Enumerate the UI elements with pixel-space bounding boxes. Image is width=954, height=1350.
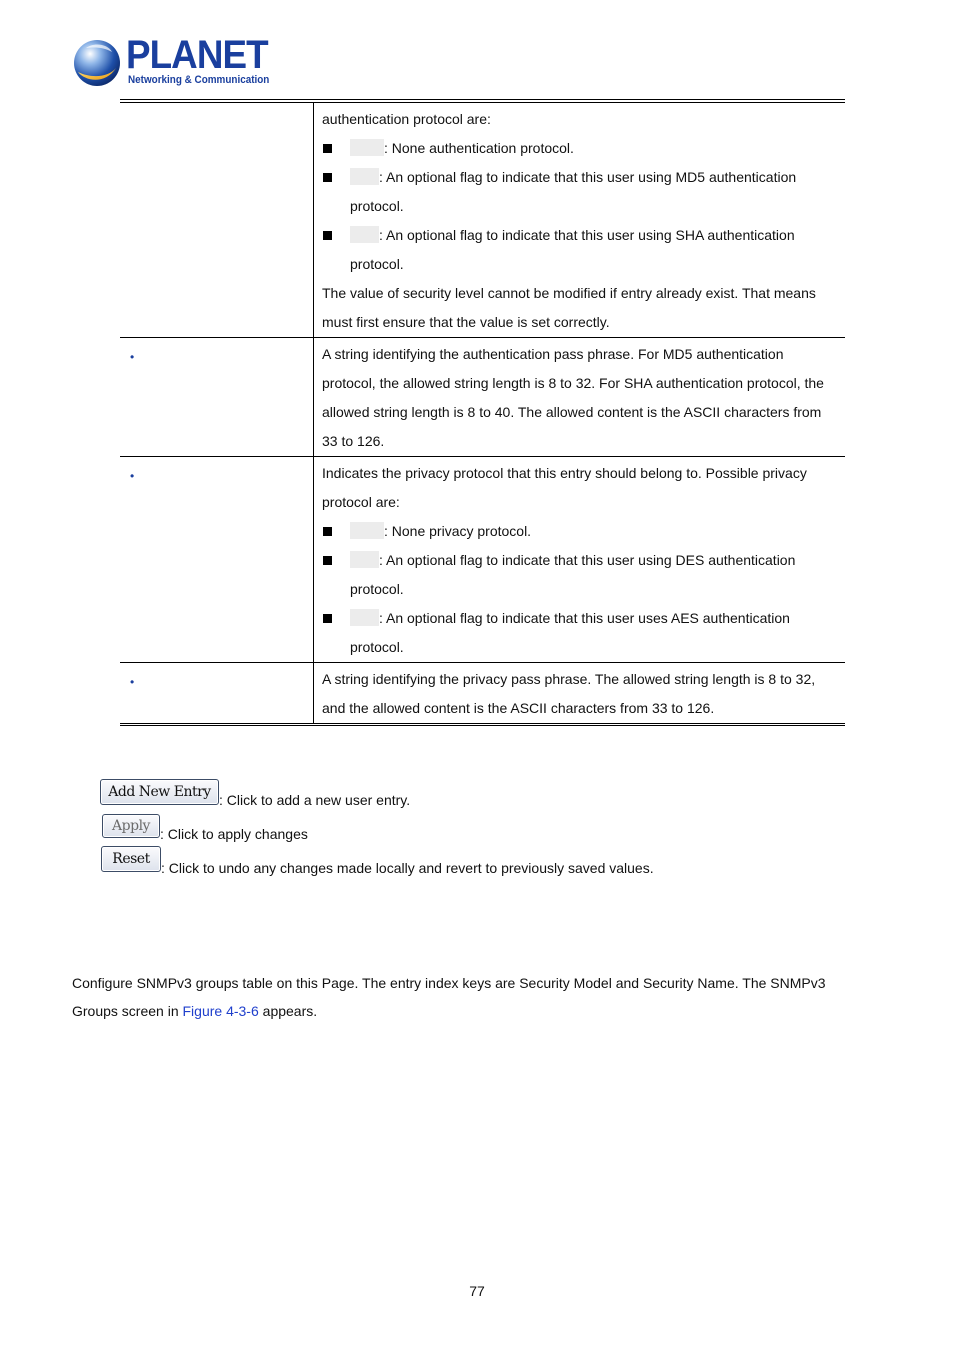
option-description: : None authentication protocol. — [384, 140, 574, 156]
description-line: authentication protocol are: — [322, 111, 491, 127]
option-keyword-placeholder — [350, 609, 379, 626]
square-bullet-icon — [323, 614, 332, 623]
page-number: 77 — [469, 1283, 485, 1299]
logo-tagline: Networking & Communication — [128, 74, 270, 86]
header-divider — [120, 99, 845, 100]
option-keyword-placeholder — [350, 168, 379, 185]
option-bullet-item — [322, 134, 839, 163]
parameter-table — [120, 102, 845, 726]
table-row — [120, 457, 845, 663]
option-keyword-placeholder — [350, 522, 384, 539]
description-line: protocol are: — [322, 494, 400, 510]
snmpv3-groups-paragraph — [72, 969, 862, 1025]
square-bullet-icon — [323, 231, 332, 240]
table-row — [120, 338, 845, 457]
option-continuation: protocol. — [350, 198, 404, 214]
logo-brand-name: PLANET — [126, 33, 268, 77]
parameter-name-cell — [120, 103, 314, 338]
description-line: 33 to 126. — [322, 433, 385, 449]
option-continuation: protocol. — [350, 581, 404, 597]
paragraph-line-2-start: Groups screen in — [72, 1003, 183, 1019]
add-new-entry-row — [100, 779, 410, 809]
option-bullet-item — [322, 604, 839, 633]
description-line: allowed string length is 8 to 40. The allowed content is the ASCII characters from — [322, 404, 822, 420]
description-line: A string identifying the privacy pass phrase. The allowed string length is 8 to 32, — [322, 671, 816, 687]
option-description: : An optional flag to indicate that this user uses AES authentication — [379, 610, 790, 626]
square-bullet-icon — [323, 556, 332, 565]
option-continuation: protocol. — [350, 639, 404, 655]
bullet-dot-icon: • — [130, 675, 135, 689]
reset-button[interactable]: Reset — [101, 846, 161, 872]
description-line: Indicates the privacy protocol that this entry should belong to. Possible privacy — [322, 465, 807, 481]
add-new-entry-button[interactable]: Add New Entry — [100, 779, 219, 805]
description-line: The value of security level cannot be modified if entry already exist. That means — [322, 285, 816, 301]
option-keyword-placeholder — [350, 139, 384, 156]
option-description: : An optional flag to indicate that this user using DES authentication — [379, 552, 796, 568]
square-bullet-icon — [323, 144, 332, 153]
reset-row — [101, 846, 654, 877]
option-bullet-item — [322, 221, 839, 250]
parameter-description-cell — [314, 103, 846, 338]
paragraph-line-2-end: appears. — [258, 1003, 318, 1019]
option-bullet-item — [322, 546, 839, 575]
option-keyword-placeholder — [350, 551, 379, 568]
parameter-description-cell — [314, 663, 846, 725]
apply-description: : Click to apply changes — [160, 826, 308, 842]
bullet-dot-icon: • — [130, 350, 135, 364]
option-continuation: protocol. — [350, 256, 404, 272]
bullet-dot-icon: • — [130, 469, 135, 483]
globe-logo-icon — [72, 38, 122, 88]
parameter-name-cell — [120, 338, 314, 457]
option-bullet-item — [322, 163, 839, 192]
paragraph-line-1: Configure SNMPv3 groups table on this Page. The entry index keys are Security Model and Security Name. The SNMPv3 — [72, 975, 826, 991]
parameter-description-cell — [314, 338, 846, 457]
apply-row — [102, 814, 308, 843]
table-row — [120, 103, 845, 338]
description-line: protocol, the allowed string length is 8 to 32. For SHA authentication protocol, the — [322, 375, 824, 391]
description-line: must first ensure that the value is set correctly. — [322, 314, 610, 330]
table-row — [120, 663, 845, 725]
option-description: : An optional flag to indicate that this user using MD5 authentication — [379, 169, 797, 185]
parameter-name-cell — [120, 457, 314, 663]
description-line: A string identifying the authentication pass phrase. For MD5 authentication — [322, 346, 784, 362]
add-new-entry-description: : Click to add a new user entry. — [219, 792, 411, 808]
planet-logo — [72, 33, 272, 92]
figure-link[interactable]: Figure 4-3-6 — [182, 1003, 259, 1019]
square-bullet-icon — [323, 173, 332, 182]
reset-description: : Click to undo any changes made locally and revert to previously saved values. — [161, 860, 654, 876]
option-bullet-item — [322, 517, 839, 546]
square-bullet-icon — [323, 527, 332, 536]
paragraph-line-2 — [72, 997, 862, 1025]
parameter-name-cell — [120, 663, 314, 725]
option-keyword-placeholder — [350, 226, 379, 243]
option-description: : None privacy protocol. — [384, 523, 532, 539]
description-line: and the allowed content is the ASCII characters from 33 to 126. — [322, 700, 715, 716]
option-description: : An optional flag to indicate that this user using SHA authentication — [379, 227, 795, 243]
apply-button[interactable]: Apply — [102, 814, 160, 838]
parameter-description-cell — [314, 457, 846, 663]
